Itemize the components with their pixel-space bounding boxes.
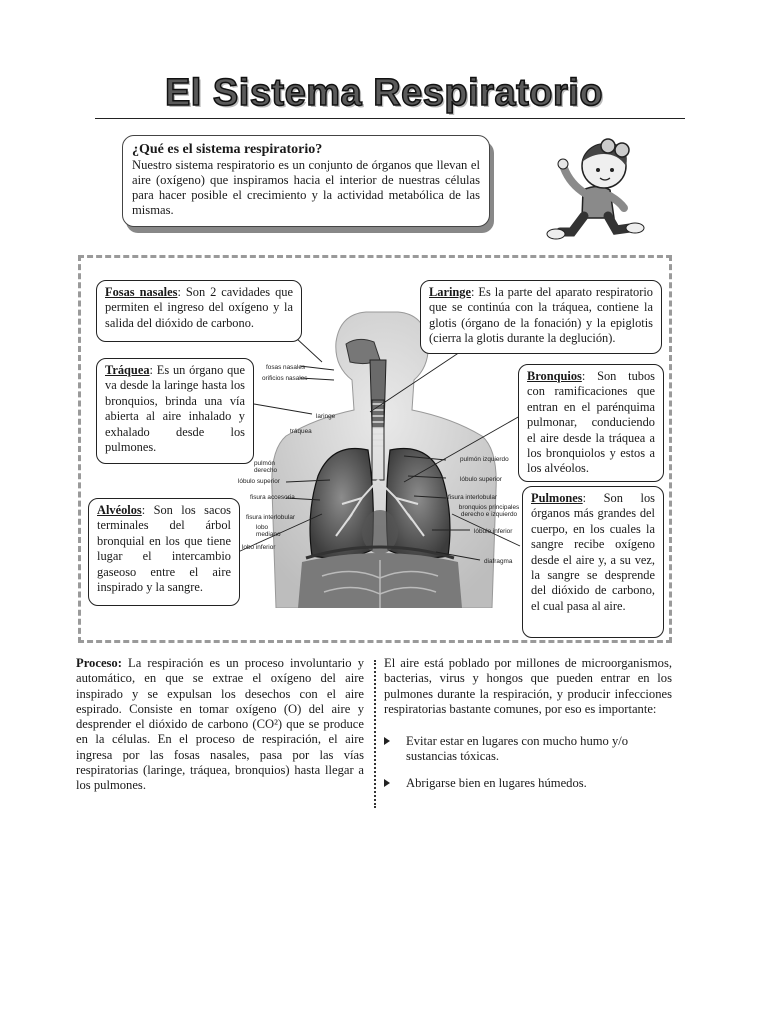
aire-bullet-1 bbox=[384, 734, 672, 765]
intro-body: Nuestro sistema respiratorio es un conjunto de órganos que llevan el aire (oxígeno) que inspiramos hacia el interior de nuestras células para hacer posible el crecimiento y la actividad metabólica de las mismas. bbox=[132, 158, 480, 217]
label-lobulo-inferior: lóbulo inferior bbox=[474, 528, 513, 535]
callout-fosas-nasales bbox=[96, 280, 302, 342]
aire-paragraph: El aire está poblado por millones de microorganismos, bacterias, virus y hongos que pueden entrar en los pulmones durante la respiración, y producir infecciones respiratorias bastante comunes, por eso es importante: bbox=[384, 656, 672, 716]
label-traquea: tráquea bbox=[290, 428, 312, 435]
callout-bronquios bbox=[518, 364, 664, 482]
text-traquea: : Es un órgano que va desde la laringe hasta los bronquios, brinda una vía abierta al aire inhalado y exhalado desde los pulmones. bbox=[105, 363, 245, 455]
bullet-triangle-icon bbox=[384, 779, 390, 787]
label-fisura-interlobular-right: fisura interlobular bbox=[448, 494, 498, 501]
proceso-label: Proceso: bbox=[76, 656, 122, 670]
text-alveolos: : Son los sacos terminales del árbol bronquial en los que tiene lugar el intercambio gaseoso entre el aire inspirado y la sangre. bbox=[97, 503, 231, 595]
label-lobulo-superior-left: lóbulo superior bbox=[238, 478, 280, 485]
aire-bullet-2 bbox=[384, 776, 672, 791]
callout-pulmones bbox=[522, 486, 664, 638]
intro-callout bbox=[122, 135, 490, 227]
column-divider bbox=[374, 660, 376, 808]
page-title: El Sistema Respiratorio bbox=[164, 72, 604, 114]
callout-laringe bbox=[420, 280, 662, 354]
label-lobulo-superior-right: lóbulo superior bbox=[460, 476, 502, 483]
term-laringe: Laringe bbox=[429, 285, 471, 299]
title-rule bbox=[95, 118, 685, 119]
term-traquea: Tráquea bbox=[105, 363, 150, 377]
term-fosas-nasales: Fosas nasales bbox=[105, 285, 178, 299]
intro-heading: ¿Qué es el sistema respiratorio? bbox=[132, 142, 323, 157]
label-bronquios-principales: bronquios principales derecho e izquierdo bbox=[458, 504, 520, 518]
label-diafragma: diafragma bbox=[484, 558, 513, 565]
label-fisura-interlobular-left: fisura interlobular bbox=[246, 514, 296, 521]
text-pulmones: : Son los órganos más grandes del cuerpo, en los cuales la sangre recibe oxígeno desde el aire y, a su vez, la sangre se desprende del dióxido de carbono, el cual pasa al aire. bbox=[531, 491, 655, 613]
term-alveolos: Alvéolos bbox=[97, 503, 142, 517]
label-lobo-inferior: lobo inferior bbox=[242, 544, 276, 551]
aire-bullet-2-text: Abrigarse bien en lugares húmedos. bbox=[406, 776, 587, 790]
proceso-text: La respiración es un proceso involuntario y automático, en que se extrae el oxígeno del aire inspirado y se expulsan los desechos con el aire espirado. Consiste en tomar oxígeno (O) del aire y desprender el dióxido de carbono (CO²) que se produce en la células. En el proceso de respiración, el aire ingresa por las fosas nasales, pasa por las vías respiratorias (laringe, tráquea, bronquios) hasta llegar a los pulmones. bbox=[76, 656, 364, 793]
proceso-paragraph bbox=[76, 656, 364, 794]
aire-bullet-1-text: Evitar estar en lugares con mucho humo y/o sustancias tóxicas. bbox=[406, 734, 629, 764]
callout-alveolos bbox=[88, 498, 240, 606]
text-bronquios: : Son tubos con ramificaciones que entran en el parénquima pulmonar, conduciendo el aire desde la tráquea a los bronquiolos y estos a los alvéolos. bbox=[527, 369, 655, 476]
bullet-triangle-icon bbox=[384, 737, 390, 745]
text-fosas-nasales: : Son 2 cavidades que permiten el ingreso del oxígeno y la salida del dióxido de carbono. bbox=[105, 285, 293, 330]
label-laringe: laringe bbox=[316, 413, 336, 420]
label-pulmon-derecho: pulmón derecho bbox=[254, 460, 278, 474]
kid-mascot-illustration bbox=[538, 128, 658, 246]
text-laringe: : Es la parte del aparato respiratorio que se continúa con la tráquea, contiene la glotis (órgano de la fonación) y la epiglotis (cierra la glotis durante la deglución). bbox=[429, 285, 653, 346]
label-orificios-nasales: orificios nasales bbox=[262, 375, 308, 382]
callout-traquea bbox=[96, 358, 254, 464]
term-bronquios: Bronquios bbox=[527, 369, 582, 383]
label-fisura-accesoria: fisura accesoria bbox=[250, 494, 295, 501]
label-lobo-mediano: lobo mediano bbox=[256, 524, 281, 538]
term-pulmones: Pulmones bbox=[531, 491, 583, 505]
label-pulmon-izquierdo: pulmón izquierdo bbox=[460, 456, 509, 463]
label-fosas-nasales: fosas nasales bbox=[266, 364, 306, 371]
